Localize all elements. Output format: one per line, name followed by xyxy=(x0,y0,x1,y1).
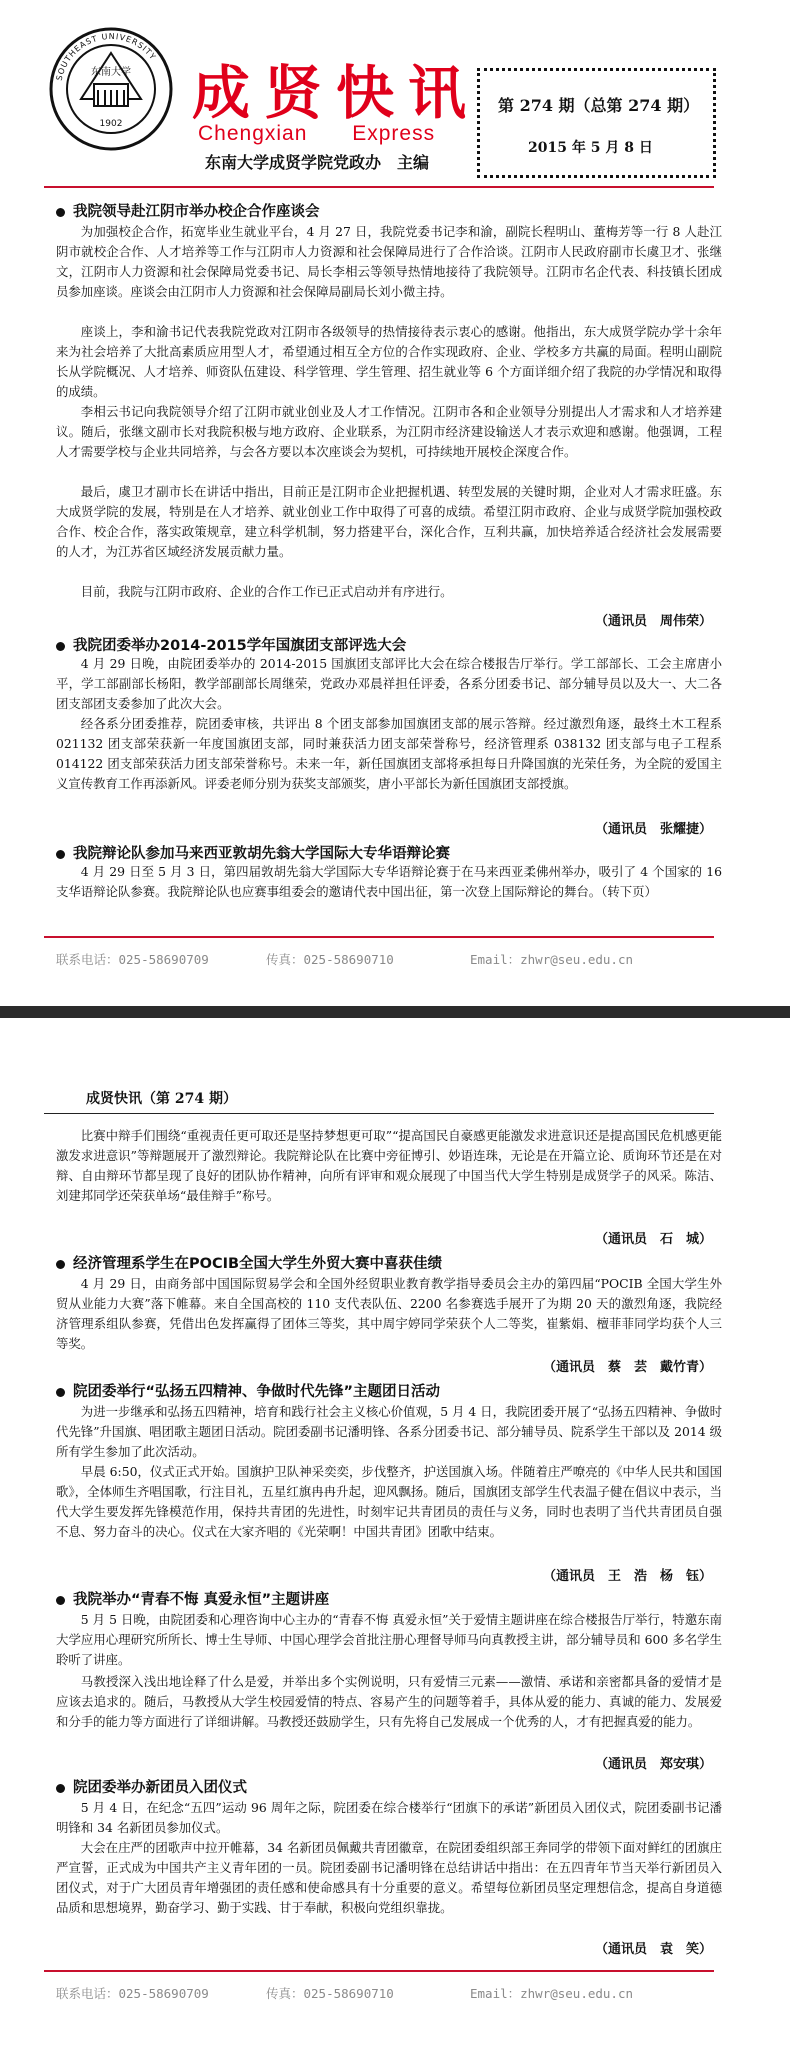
university-seal-icon xyxy=(48,26,174,152)
contact-email: Email：zhwr@seu.edu.cn xyxy=(470,952,634,967)
article-paragraph: 4 月 29 日，由商务部中国国际贸易学会和全国外经贸职业教育教学指导委员会主办的第四届“POCIB 全国大学生外贸从业能力大赛”落下帷幕。来自全国高校的 110 支代表队伍、2200 名参赛选手展开了为期 20 天的激烈角逐，我院经济管理系组队参赛，凭借出色发挥赢得了团体三等奖，其中周宇婷同学荣获个人二等奖，崔紫娟、檀菲菲同学均获个人三等奖。 xyxy=(56,1276,722,1351)
article-byline: （通讯员 周伟荣） xyxy=(594,614,712,629)
article-paragraph: 座谈上，李和渝书记代表我院党政对江阴市各级领导的热情接待表示衷心的感谢。他指出，东大成贤学院办学十余年来为社会培养了大批高素质应用型人才，希望通过相互全方位的合作实现政府、企业、学校多方共赢的局面。程明山副院长从学院概况、人才培养、师资队伍建设、科学管理、学生管理、招生就业等 6 个方面详细介绍了我院的办学情况和取得的成绩。 xyxy=(56,324,722,399)
article-paragraph: 5 月 4 日，在纪念“五四”运动 96 周年之际，院团委在综合楼举行“团旗下的承诺”新团员入团仪式，院团委副书记潘明锋和 34 名新团员参加仪式。 xyxy=(56,1800,722,1835)
article-heading: 我院举办“青春不悔 真爱永恒”主题讲座 xyxy=(56,1588,329,1609)
article-paragraph: 大会在庄严的团歌声中拉开帷幕，34 名新团员佩戴共青团徽章，在院团委组织部王奔同学的带领下面对鲜红的团旗庄严宣誓，正式成为中国共产主义青年团的一员。院团委副书记潘明锋在总结讲话中指出：在五四青年节当天举行新团员入团仪式，对于广大团员青年增强团的责任感和使命感具有十分重要的意义。希望每位新团员坚定理想信念，提高自身道德品质和思想境界，勤奋学习、勤于实践、甘于奉献，积极向党组织靠拢。 xyxy=(56,1840,722,1915)
article-byline: （通讯员 石 城） xyxy=(594,1232,712,1247)
article-byline: （通讯员 蔡 芸 戴竹青） xyxy=(542,1360,712,1375)
article-paragraph: 马教授深入浅出地诠释了什么是爱，并举出多个实例说明，只有爱情三元素——激情、承诺和亲密都具备的爱情才是应该去追求的。随后，马教授从大学生校园爱情的特点、容易产生的问题等着手，具体从爱的能力、真诚的能力、发展爱和分手的能力等方面进行了详细讲解。马教授还鼓励学生，只有先将自己发展成一个优秀的人，才有把握真爱的能力。 xyxy=(56,1674,722,1729)
svg-text:1902: 1902 xyxy=(99,119,123,129)
header-rule xyxy=(44,186,714,188)
footer-rule xyxy=(44,936,714,938)
seal-text: 东南大学 xyxy=(91,67,131,78)
contact-fax: 传真：025-58690710 xyxy=(266,1986,394,2001)
article-paragraph: 比赛中辩手们围绕“重视责任更可取还是坚持梦想更可取”“提高国民自豪感更能激发求进意识还是提高国民危机感更能激发求进意识”等辩题展开了激烈辩论。我院辩论队在比赛中旁征博引、妙语连珠，无论是在开篇立论、质询环节还是在对辩、自由辩环节都呈现了良好的团队协作精神，向所有评审和观众展现了中国当代大学生特别是成贤学子的风采。陈洁、刘建邦同学还荣获单场“最佳辩手”称号。 xyxy=(56,1128,722,1203)
page-1 xyxy=(0,0,790,1018)
article-byline: （通讯员 袁 笑） xyxy=(594,1942,712,1957)
article-heading: 院团委举行“弘扬五四精神、争做时代先锋”主题团日活动 xyxy=(56,1380,440,1401)
article-paragraph: 李相云书记向我院领导介绍了江阴市就业创业及人才工作情况。江阴市各和企业领导分别提出人才需求和人才培养建议。随后，张继文副市长对我院积极与地方政府、企业联系，为江阴市经济建设输送人才表示欢迎和感谢。他强调，工程人才需要学校与企业共同培养，与会各方要以本次座谈会为契机，可持续地开展校企深度合作。 xyxy=(56,404,722,459)
issue-date: 2015 年 5 月 8 日 xyxy=(528,140,653,156)
article-heading: 院团委举办新团员入团仪式 xyxy=(56,1776,247,1797)
editor-department: 东南大学成贤学院党政办 主编 xyxy=(205,153,430,172)
issue-box xyxy=(477,68,716,178)
article-heading: 我院领导赴江阴市举办校企合作座谈会 xyxy=(56,200,320,221)
article-heading: 经济管理系学生在POCIB全国大学生外贸大赛中喜获佳绩 xyxy=(56,1252,442,1273)
running-header-rule xyxy=(44,1113,714,1114)
article-paragraph: 经各系分团委推荐，院团委审核，共评出 8 个团支部参加国旗团支部的展示答辩。经过激烈角逐，最终土木工程系 021132 团支部荣获新一年度国旗团支部，同时兼获活力团支部荣誉称号，经济管理系 038132 团支部与电子工程系 014122 团支部荣获活力团支部荣誉称号。未来一年，新任国旗团支部将承担每日升降国旗的光荣任务，为全院的爱国主义宣传教育工作再添新风。评委老师分别为获奖支部颁奖，唐小平部长为新任国旗团支部授旗。 xyxy=(56,716,722,791)
article-heading: 我院辩论队参加马来西亚敦胡先翁大学国际大专华语辩论赛 xyxy=(56,842,450,863)
article-paragraph: 为进一步继承和弘扬五四精神，培育和践行社会主义核心价值观，5 月 4 日，我院团委开展了“弘扬五四精神、争做时代先锋”升国旗、唱团歌主题团日活动。院团委副书记潘明锋、各系分团委书记、部分辅导员、院系学生干部以及 2014 级所有学生参加了此次活动。 xyxy=(56,1404,722,1459)
contact-fax: 传真：025-58690710 xyxy=(266,952,394,967)
footer-rule xyxy=(44,1970,714,1972)
article-byline: （通讯员 张耀捷） xyxy=(594,822,712,837)
contact-phone: 联系电话：025-58690709 xyxy=(56,952,209,967)
article-paragraph: 目前，我院与江阴市政府、企业的合作工作已正式启动并有序进行。 xyxy=(80,584,453,599)
page-2 xyxy=(0,1030,790,2053)
article-byline: （通讯员 王 浩 杨 钰） xyxy=(542,1569,712,1584)
newsletter-title: 成贤快讯 xyxy=(192,59,481,127)
article-paragraph: 4 月 29 日至 5 月 3 日，第四届敦胡先翁大学国际大专华语辩论赛于在马来西亚柔佛州举办，吸引了 4 个国家的 16 支华语辩论队参赛。我院辩论队也应赛事组委会的邀请代表中国出征，第一次登上国际辩论的舞台。（转下页） xyxy=(56,864,722,899)
article-paragraph: 为加强校企合作，拓宽毕业生就业平台，4 月 27 日，我院党委书记李和渝，副院长程明山、董梅芳等一行 8 人赴江阴市就校企合作、人才培养等工作与江阴市人力资源和社会保障局进行了合作洽谈。江阴市人民政府副市长虞卫才、张继文，江阴市人力资源和社会保障局党委书记、局长李相云等领导热情地接待了我院领导。江阴市名企代表、科技镇长团成员参加座谈。座谈会由江阴市人力资源和社会保障局副局长刘小微主持。 xyxy=(56,224,722,299)
article-paragraph: 4 月 29 日晚，由院团委举办的 2014-2015 国旗团支部评比大会在综合楼报告厅举行。学工部部长、工会主席唐小平，学工部副部长杨阳，教学部副部长周继荣，党政办邓晨祥担任评委，各系分团委书记、部分辅导员以及大一、大二各团支部团支委参加了此次大会。 xyxy=(56,656,722,711)
page-separator xyxy=(0,1006,790,1018)
svg-text:SOUTHEAST UNIVERSITY: SOUTHEAST UNIVERSITY xyxy=(54,31,158,82)
article-paragraph: 早晨 6:50，仪式正式开始。国旗护卫队神采奕奕，步伐整齐，护送国旗入场。伴随着庄严嘹亮的《中华人民共和国国歌》，全体师生齐唱国歌，行注目礼，五星红旗冉冉升起，迎风飘扬。随后，国旗团支部学生代表温子健在倡议中表示，当代大学生要发挥先锋模范作用，保持共青团的先进性，时刻牢记共青团员的责任与义务，同时也表明了当代共青团员自强不息、努力奋斗的决心。仪式在大家齐唱的《光荣啊！中国共青团》团歌中结束。 xyxy=(56,1464,722,1539)
newsletter-title-en: Chengxian Express xyxy=(198,122,436,145)
contact-phone: 联系电话：025-58690709 xyxy=(56,1986,209,2001)
article-heading: 我院团委举办2014-2015学年国旗团支部评选大会 xyxy=(56,634,406,655)
issue-number: 第 274 期（总第 274 期） xyxy=(498,96,700,115)
running-header: 成贤快讯（第 274 期） xyxy=(86,1091,237,1107)
article-paragraph: 5 月 5 日晚，由院团委和心理咨询中心主办的“青春不悔 真爱永恒”关于爱情主题讲座在综合楼报告厅举行，特邀东南大学应用心理研究所所长、博士生导师、中国心理学会首批注册心理督导师马向真教授主讲，部分辅导员和 600 多名学生聆听了讲座。 xyxy=(56,1612,722,1667)
article-byline: （通讯员 郑安琪） xyxy=(594,1757,712,1772)
article-paragraph: 最后，虞卫才副市长在讲话中指出，目前正是江阴市企业把握机遇、转型发展的关键时期，企业对人才需求旺盛。东大成贤学院的发展，特别是在人才培养、就业创业工作中取得了可喜的成绩。希望江阴市政府、企业与成贤学院加强校政合作、校企合作，落实政策规章，建立科学机制，努力搭建平台，深化合作，互利共赢，加快培养适合经济社会发展需要的人才，为江苏省区域经济发展贡献力量。 xyxy=(56,484,722,559)
contact-email: Email：zhwr@seu.edu.cn xyxy=(470,1986,634,2001)
